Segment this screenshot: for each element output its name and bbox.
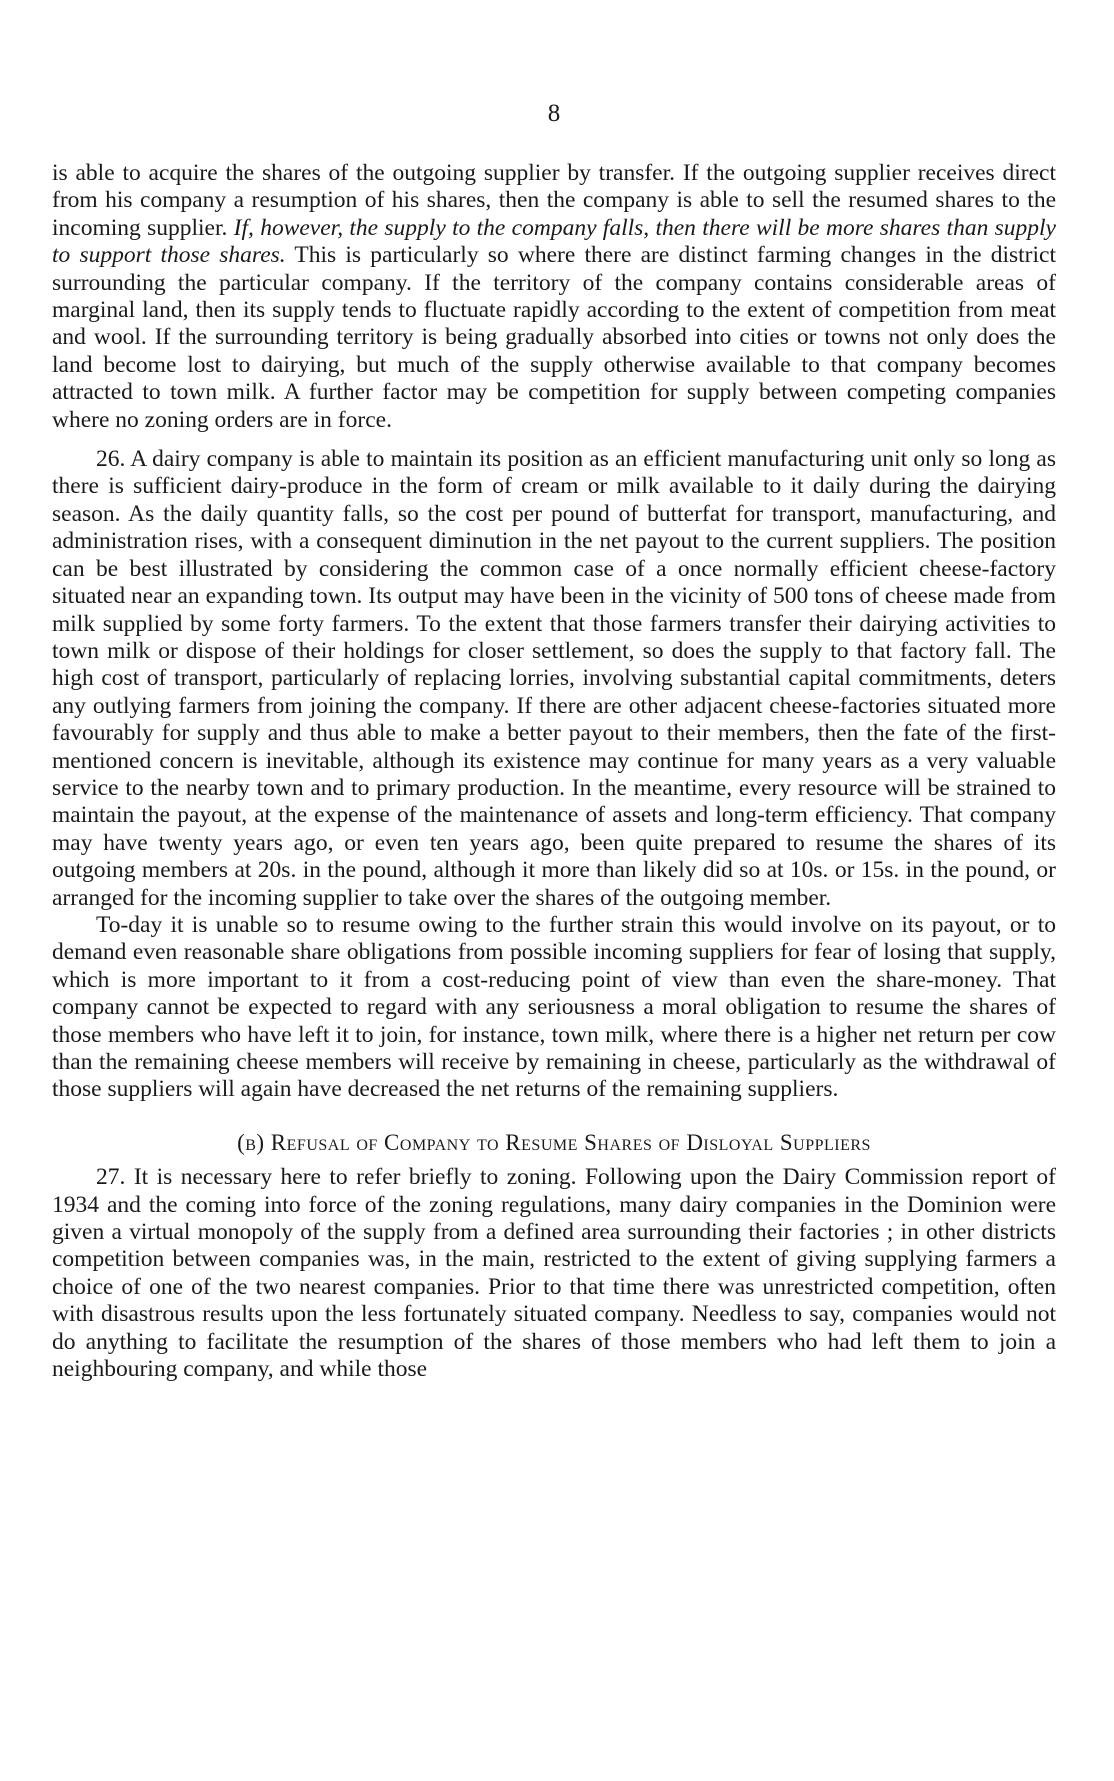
page-number: 8: [547, 100, 561, 127]
paragraph-1-text-before: is able to acquire the shares of the outgoing supplier by transfer. If the outgoing supplier receives direct from his company a resumption of his shares, then the company is able to sell the resumed shares to the incoming supplier.: [52, 160, 1056, 241]
paragraph-27: 27. It is necessary here to refer briefly to zoning. Following upon the Dairy Commission report of 1934 and the coming into force of the zoning regulations, many dairy companies in the Dominion were given a virtual monopoly of the supply from a defined area surrounding their factories ; in other districts competition between companies was, in the main, restricted to the extent of giving supplying farmers a choice of one of the two nearest companies. Prior to that time there was unrestricted competition, often with disastrous results upon the less fortunately situated company. Needless to say, companies would not do anything to facilitate the resumption of the shares of those members who had left them to join a neighbouring company, and while those: [52, 1164, 1056, 1383]
paragraph-1-text-after: This is particularly so where there are distinct farming changes in the district surrounding the particular company. If the territory of the company contains considerable areas of marginal land, then its supply tends to fluctuate rapidly according to the extent of competition from meat and wool. If the surrounding territory is being gradually absorbed into cities or towns not only does the land become lost to dairying, but much of the supply otherwise available to that company becomes attracted to town milk. A further factor may be competition for supply between competing companies where no zoning orders are in force.: [52, 242, 1056, 433]
document-page: [52, 100, 1056, 1383]
paragraph-today: To-day it is unable so to resume owing to the further strain this would involve on its payout, or to demand even reasonable share obligations from possible incoming suppliers for fear of losing that supply, which is more important to it from a cost-reducing point of view than even the share-money. That company cannot be expected to regard with any seriousness a moral obligation to resume the shares of those members who have left it to join, for instance, town milk, where there is a higher net return per cow than the remaining cheese members will receive by remaining in cheese, particularly as the withdrawal of those suppliers will again have decreased the net returns of the remaining suppliers.: [52, 911, 1056, 1103]
paragraph-share-transfer: [52, 160, 1056, 434]
paragraph-1-italic-statement: If, however, the supply to the company falls, then there will be more shares than supply to support those shares.: [52, 214, 1056, 269]
paragraph-26: 26. A dairy company is able to maintain its position as an efficient manufacturing unit only so long as there is sufficient dairy-produce in the form of cream or milk available to it daily during the dairying season. As the daily quantity falls, so the cost per pound of butterfat for transport, manufacturing, and administration rises, with a consequent diminution in the net payout to the current suppliers. The position can be best illustrated by considering the common case of a once normally efficient cheese-factory situated near an expanding town. Its output may have been in the vicinity of 500 tons of cheese made from milk supplied by some forty farmers. To the extent that those farmers transfer their dairying activities to town milk or dispose of their holdings for closer settlement, so does the supply to that factory fall. The high cost of transport, particularly of replacing lorries, involving substantial capital commitments, deters any outlying farmers from joining the company. If there are other adjacent cheese-factories situated more favourably for supply and thus able to make a better payout to their members, then the fate of the first-mentioned concern is inevitable, although its existence may continue for many years as a very valuable service to the nearby town and to primary production. In the meantime, every resource will be strained to maintain the payout, at the expense of the maintenance of assets and long-term efficiency. That company may have twenty years ago, or even ten years ago, been quite prepared to resume the shares of its outgoing members at 20s. in the pound, although it more than likely did so at 10s. or 15s. in the pound, or arranged for the incoming supplier to take over the shares of the outgoing member.: [52, 446, 1056, 911]
section-heading: (b) Refusal of Company to Resume Shares of Disloyal Suppliers: [237, 1129, 871, 1155]
